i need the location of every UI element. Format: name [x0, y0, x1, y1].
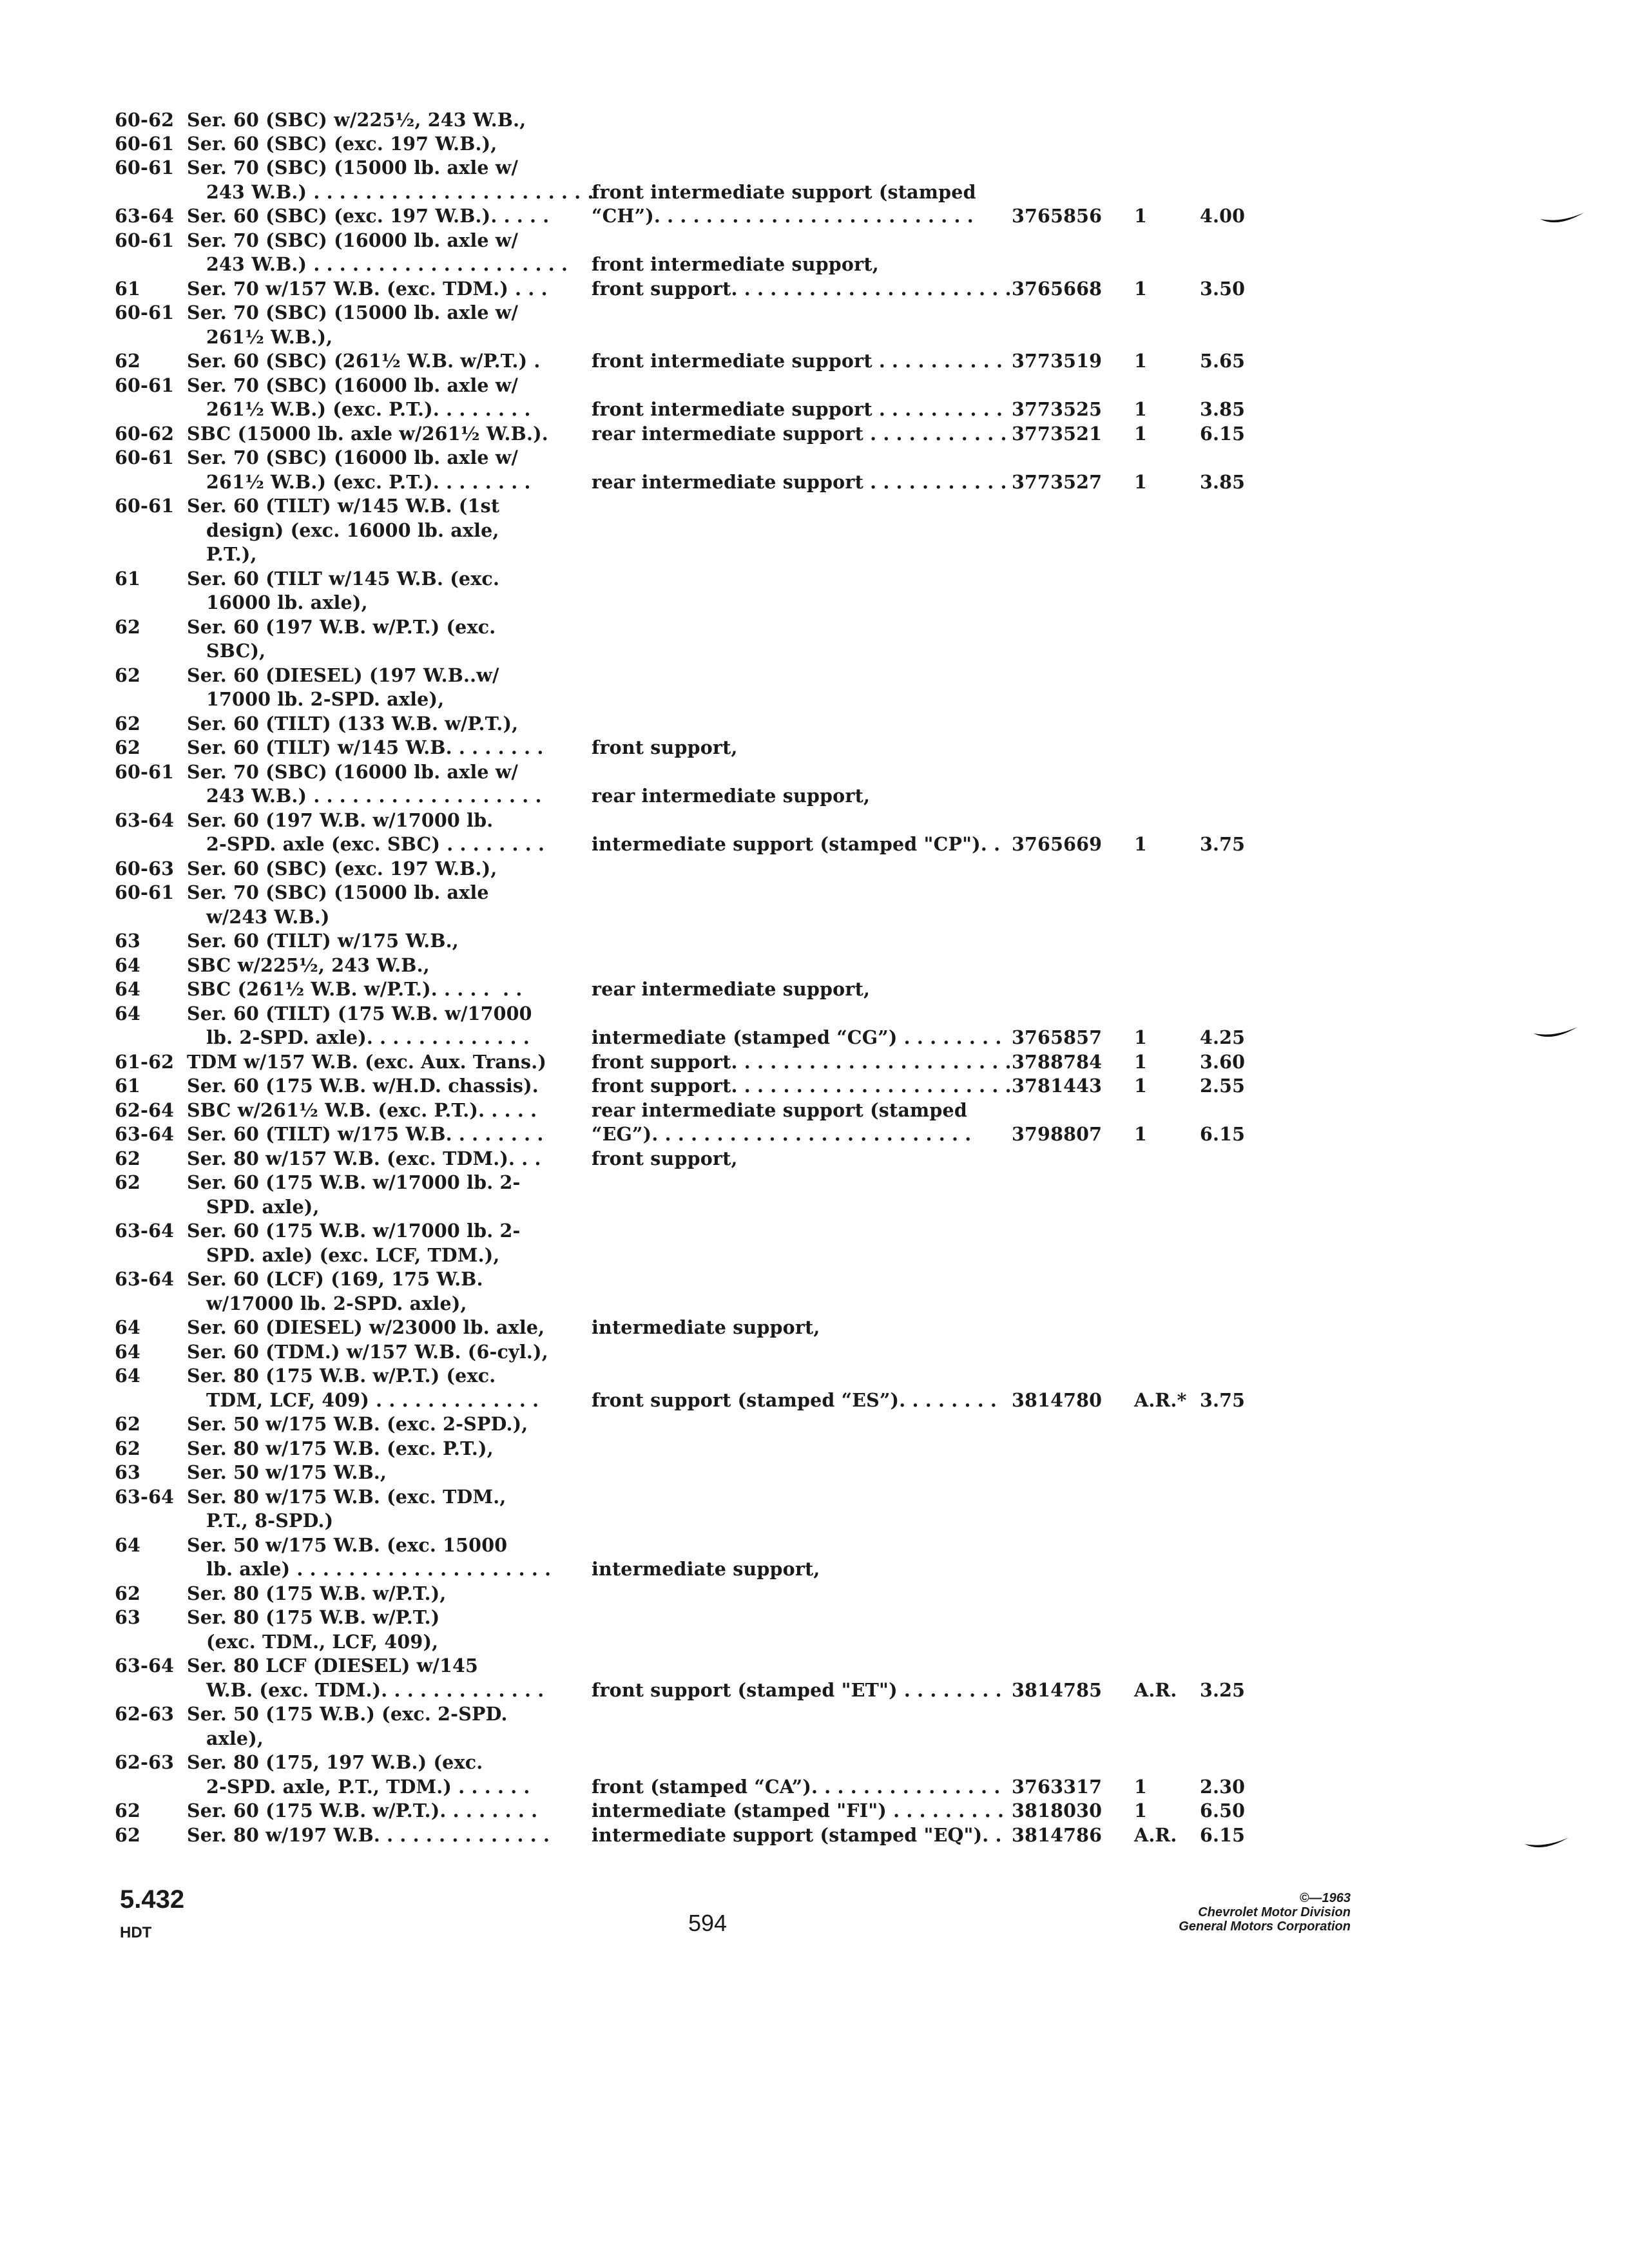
row-year: 62-64	[115, 1099, 175, 1121]
binding-mark-top	[1539, 211, 1585, 226]
section-code: HDT	[120, 1924, 152, 1941]
row-year: 60-62	[115, 109, 175, 131]
row-description: Ser. 60 (SBC) (261½ W.B. w/P.T.) .	[187, 350, 541, 372]
row-part-name: front support,	[592, 736, 738, 758]
row-quantity: 1	[1134, 833, 1148, 855]
row-description: Ser. 60 (TILT) w/145 W.B. (1st	[187, 495, 500, 517]
row-part-number: 3788784	[1012, 1051, 1103, 1073]
row-description: SBC w/261½ W.B. (exc. P.T.). . . . .	[187, 1099, 537, 1121]
row-description: Ser. 70 (SBC) (16000 lb. axle w/	[187, 229, 519, 251]
row-price: 6.15	[1200, 1123, 1246, 1145]
row-year: 61	[115, 1075, 141, 1097]
row-year: 62	[115, 1171, 141, 1193]
row-part-name: rear intermediate support . . . . . . . . . . .	[592, 423, 1007, 445]
row-part-name: rear intermediate support . . . . . . . . . . .	[592, 471, 1007, 493]
row-description: Ser. 60 (175 W.B. w/H.D. chassis).	[187, 1075, 539, 1097]
row-description: Ser. 60 (TILT w/145 W.B. (exc.	[187, 568, 500, 590]
row-description: 243 W.B.) . . . . . . . . . . . . . . . . . . . . . .	[206, 181, 594, 203]
row-part-number: 3798807	[1012, 1123, 1103, 1145]
row-year: 63-64	[115, 1123, 175, 1145]
row-description: Ser. 70 (SBC) (15000 lb. axle w/	[187, 157, 519, 178]
row-price: 3.75	[1200, 833, 1246, 855]
row-price: 5.65	[1200, 350, 1246, 372]
row-quantity: 1	[1134, 1075, 1148, 1097]
row-description: Ser. 50 (175 W.B.) (exc. 2-SPD.	[187, 1703, 508, 1725]
row-price: 3.85	[1200, 471, 1246, 493]
row-year: 64	[115, 1365, 141, 1387]
row-year: 63-64	[115, 205, 175, 227]
row-description: TDM w/157 W.B. (exc. Aux. Trans.)	[187, 1051, 547, 1073]
row-part-name: front support. . . . . . . . . . . . . . . . . . . . . .	[592, 278, 1012, 300]
row-part-number: 3814785	[1012, 1679, 1103, 1701]
row-description: Ser. 80 (175, 197 W.B.) (exc.	[187, 1751, 483, 1773]
row-description: Ser. 80 w/197 W.B. . . . . . . . . . . . . .	[187, 1824, 550, 1846]
row-description: Ser. 60 (SBC) w/225½, 243 W.B.,	[187, 109, 526, 131]
row-year: 63	[115, 1461, 141, 1483]
row-description: SPD. axle) (exc. LCF, TDM.),	[206, 1244, 500, 1266]
row-part-name: intermediate (stamped "FI") . . . . . . . . .	[592, 1800, 1005, 1821]
row-year: 61	[115, 568, 141, 590]
row-year: 62	[115, 736, 141, 758]
row-description: 261½ W.B.),	[206, 326, 333, 348]
row-part-name: rear intermediate support,	[592, 785, 871, 807]
row-description: 261½ W.B.) (exc. P.T.). . . . . . . .	[206, 398, 531, 420]
row-description: 2-SPD. axle, P.T., TDM.) . . . . . .	[206, 1776, 530, 1798]
row-description: Ser. 50 w/175 W.B.,	[187, 1461, 387, 1483]
binding-mark-middle	[1532, 1026, 1579, 1040]
row-year: 62-63	[115, 1703, 175, 1725]
row-year: 64	[115, 978, 141, 1000]
row-description: 243 W.B.) . . . . . . . . . . . . . . . . . .	[206, 785, 542, 807]
row-year: 63	[115, 930, 141, 952]
row-year: 64	[115, 1534, 141, 1556]
row-part-name: rear intermediate support,	[592, 978, 871, 1000]
row-year: 62	[115, 1148, 141, 1169]
row-year: 60-61	[115, 447, 175, 468]
row-part-name: front intermediate support . . . . . . . . . .	[592, 350, 1003, 372]
row-description: Ser. 50 w/175 W.B. (exc. 15000	[187, 1534, 508, 1556]
row-year: 62	[115, 1413, 141, 1435]
row-quantity: 1	[1134, 1123, 1148, 1145]
row-description: Ser. 60 (DIESEL) w/23000 lb. axle,	[187, 1316, 545, 1338]
row-description: Ser. 70 (SBC) (16000 lb. axle w/	[187, 447, 519, 468]
row-year: 60-61	[115, 229, 175, 251]
row-description: W.B. (exc. TDM.). . . . . . . . . . . . .	[206, 1679, 545, 1701]
row-quantity: 1	[1134, 1051, 1148, 1073]
row-description: Ser. 60 (DIESEL) (197 W.B..w/	[187, 664, 499, 686]
row-part-number: 3818030	[1012, 1800, 1103, 1821]
row-description: Ser. 70 (SBC) (16000 lb. axle w/	[187, 374, 519, 396]
row-year: 62	[115, 713, 141, 735]
row-description: Ser. 60 (175 W.B. w/P.T.). . . . . . . .	[187, 1800, 538, 1821]
row-year: 60-61	[115, 761, 175, 783]
row-year: 62	[115, 616, 141, 638]
row-part-number: 3781443	[1012, 1075, 1103, 1097]
row-year: 64	[115, 1316, 141, 1338]
row-description: Ser. 60 (TILT) w/175 W.B.,	[187, 930, 459, 952]
row-price: 6.15	[1200, 423, 1246, 445]
row-description: Ser. 60 (TILT) (133 W.B. w/P.T.),	[187, 713, 519, 735]
row-year: 62	[115, 350, 141, 372]
row-part-name: front support,	[592, 1148, 738, 1169]
row-year: 63-64	[115, 809, 175, 831]
row-description: Ser. 60 (TILT) (175 W.B. w/17000	[187, 1003, 532, 1024]
row-description: Ser. 70 (SBC) (15000 lb. axle	[187, 881, 489, 903]
row-year: 60-61	[115, 881, 175, 903]
row-description: 243 W.B.) . . . . . . . . . . . . . . . . . . . .	[206, 253, 568, 275]
row-description: Ser. 60 (175 W.B. w/17000 lb. 2-	[187, 1220, 521, 1242]
row-part-name: front intermediate support . . . . . . . . . .	[592, 398, 1003, 420]
row-part-number: 3773519	[1012, 350, 1103, 372]
row-year: 63-64	[115, 1220, 175, 1242]
row-year: 62	[115, 1582, 141, 1604]
row-description: Ser. 80 (175 W.B. w/P.T.)	[187, 1606, 440, 1628]
row-description: lb. axle) . . . . . . . . . . . . . . . . . . . .	[206, 1558, 552, 1580]
row-price: 6.15	[1200, 1824, 1246, 1846]
row-year: 61-62	[115, 1051, 175, 1073]
division-name: Chevrolet Motor Division	[1198, 1905, 1351, 1919]
row-description: 2-SPD. axle (exc. SBC) . . . . . . . .	[206, 833, 545, 855]
row-year: 63-64	[115, 1655, 175, 1677]
row-part-name: front support (stamped “ES”). . . . . . . .	[592, 1389, 998, 1411]
row-description: w/17000 lb. 2-SPD. axle),	[206, 1293, 467, 1314]
row-description: Ser. 80 (175 W.B. w/P.T.) (exc.	[187, 1365, 496, 1387]
row-part-number: 3763317	[1012, 1776, 1103, 1798]
row-price: 4.00	[1200, 205, 1246, 227]
row-quantity: A.R.	[1134, 1679, 1177, 1701]
row-year: 60-61	[115, 374, 175, 396]
row-description: lb. 2-SPD. axle). . . . . . . . . . . . .	[206, 1026, 530, 1048]
row-quantity: 1	[1134, 350, 1148, 372]
section-number: 5.432	[120, 1885, 185, 1914]
row-part-name: rear intermediate support (stamped	[592, 1099, 967, 1121]
row-description: Ser. 60 (197 W.B. w/17000 lb.	[187, 809, 494, 831]
row-description: Ser. 70 w/157 W.B. (exc. TDM.) . . .	[187, 278, 548, 300]
row-part-name: front (stamped “CA”). . . . . . . . . . . . . . .	[592, 1776, 1001, 1798]
row-part-name: intermediate (stamped “CG”) . . . . . . . .	[592, 1026, 1002, 1048]
row-year: 61	[115, 278, 141, 300]
row-part-number: 3814780	[1012, 1389, 1103, 1411]
row-part-number: 3765856	[1012, 205, 1103, 227]
row-description: w/243 W.B.)	[206, 906, 330, 928]
row-price: 6.50	[1200, 1800, 1246, 1821]
row-description: Ser. 60 (TILT) w/175 W.B. . . . . . . .	[187, 1123, 544, 1145]
row-price: 2.30	[1200, 1776, 1246, 1798]
row-description: Ser. 50 w/175 W.B. (exc. 2-SPD.),	[187, 1413, 528, 1435]
row-description: SBC (261½ W.B. w/P.T.). . . . . . .	[187, 978, 523, 1000]
row-quantity: 1	[1134, 1776, 1148, 1798]
row-year: 60-62	[115, 423, 175, 445]
row-description: Ser. 60 (TILT) w/145 W.B. . . . . . . .	[187, 736, 544, 758]
row-description: P.T., 8-SPD.)	[206, 1510, 334, 1532]
row-price: 3.60	[1200, 1051, 1246, 1073]
row-year: 63-64	[115, 1268, 175, 1290]
row-year: 64	[115, 1003, 141, 1024]
row-price: 3.85	[1200, 398, 1246, 420]
row-part-number: 3814786	[1012, 1824, 1103, 1846]
row-year: 62	[115, 1437, 141, 1459]
row-description: Ser. 80 LCF (DIESEL) w/145	[187, 1655, 479, 1677]
row-description: Ser. 80 w/157 W.B. (exc. TDM.). . .	[187, 1148, 541, 1169]
row-part-name: front intermediate support (stamped	[592, 181, 976, 203]
row-price: 3.50	[1200, 278, 1246, 300]
row-description: Ser. 60 (197 W.B. w/P.T.) (exc.	[187, 616, 496, 638]
corporation-name: General Motors Corporation	[1179, 1919, 1351, 1934]
row-year: 60-61	[115, 133, 175, 155]
row-part-number: 3773525	[1012, 398, 1103, 420]
row-part-name: “CH”). . . . . . . . . . . . . . . . . . . . . . . . .	[592, 205, 974, 227]
row-part-number: 3773521	[1012, 423, 1103, 445]
row-quantity: 1	[1134, 205, 1148, 227]
row-description: Ser. 60 (175 W.B. w/17000 lb. 2-	[187, 1171, 521, 1193]
row-description: Ser. 80 w/175 W.B. (exc. TDM.,	[187, 1486, 506, 1508]
row-year: 60-63	[115, 858, 175, 879]
row-year: 60-61	[115, 302, 175, 323]
row-price: 3.25	[1200, 1679, 1246, 1701]
row-description: SBC (15000 lb. axle w/261½ W.B.).	[187, 423, 548, 445]
row-part-number: 3773527	[1012, 471, 1103, 493]
row-quantity: 1	[1134, 1800, 1148, 1821]
copyright-block	[1179, 1891, 1351, 1934]
row-quantity: A.R.	[1134, 1824, 1177, 1846]
row-year: 62	[115, 1800, 141, 1821]
row-part-name: intermediate support,	[592, 1316, 820, 1338]
row-part-name: intermediate support (stamped "EQ"). .	[592, 1824, 1002, 1846]
row-description: (exc. TDM., LCF, 409),	[206, 1631, 439, 1653]
row-year: 60-61	[115, 495, 175, 517]
row-description: Ser. 60 (SBC) (exc. 197 W.B.). . . . .	[187, 205, 550, 227]
row-description: Ser. 60 (SBC) (exc. 197 W.B.),	[187, 133, 497, 155]
row-year: 62-63	[115, 1751, 175, 1773]
row-part-number: 3765668	[1012, 278, 1103, 300]
row-quantity: 1	[1134, 471, 1148, 493]
row-quantity: 1	[1134, 398, 1148, 420]
row-year: 62	[115, 664, 141, 686]
row-description: design) (exc. 16000 lb. axle,	[206, 519, 499, 541]
row-part-number: 3765669	[1012, 833, 1103, 855]
row-description: Ser. 70 (SBC) (15000 lb. axle w/	[187, 302, 519, 323]
row-part-name: front support. . . . . . . . . . . . . . . . . . . . . .	[592, 1051, 1012, 1073]
row-description: SBC w/225½, 243 W.B.,	[187, 954, 430, 976]
row-price: 2.55	[1200, 1075, 1246, 1097]
row-price: 4.25	[1200, 1026, 1246, 1048]
row-description: P.T.),	[206, 543, 257, 565]
row-description: Ser. 80 (175 W.B. w/P.T.),	[187, 1582, 447, 1604]
row-description: Ser. 60 (SBC) (exc. 197 W.B.),	[187, 858, 497, 879]
row-part-name: “EG”). . . . . . . . . . . . . . . . . . . . . . . . .	[592, 1123, 972, 1145]
row-description: 261½ W.B.) (exc. P.T.). . . . . . . .	[206, 471, 531, 493]
row-description: 16000 lb. axle),	[206, 591, 368, 613]
row-description: SBC),	[206, 640, 266, 662]
row-part-name: front intermediate support,	[592, 253, 879, 275]
row-quantity: 1	[1134, 1026, 1148, 1048]
row-description: Ser. 60 (LCF) (169, 175 W.B.	[187, 1268, 483, 1290]
row-description: SPD. axle),	[206, 1196, 320, 1218]
row-year: 62	[115, 1824, 141, 1846]
row-year: 63-64	[115, 1486, 175, 1508]
row-description: TDM, LCF, 409) . . . . . . . . . . . . .	[206, 1389, 539, 1411]
row-part-name: intermediate support,	[592, 1558, 820, 1580]
row-part-name: intermediate support (stamped "CP"). .	[592, 833, 1001, 855]
row-part-name: front support. . . . . . . . . . . . . . . . . . . . . .	[592, 1075, 1012, 1097]
row-year: 64	[115, 954, 141, 976]
row-quantity: A.R.*	[1134, 1389, 1187, 1411]
row-description: 17000 lb. 2-SPD. axle),	[206, 688, 445, 710]
copyright-year: ©—1963	[1299, 1891, 1351, 1905]
page-number: 594	[688, 1910, 728, 1936]
row-description: axle),	[206, 1727, 264, 1749]
row-part-number: 3765857	[1012, 1026, 1103, 1048]
row-year: 64	[115, 1341, 141, 1363]
row-description: Ser. 80 w/175 W.B. (exc. P.T.),	[187, 1437, 494, 1459]
row-year: 60-61	[115, 157, 175, 178]
row-year: 63	[115, 1606, 141, 1628]
binding-mark-bottom	[1523, 1836, 1570, 1850]
row-part-name: front support (stamped "ET") . . . . . . . .	[592, 1679, 1002, 1701]
row-description: Ser. 70 (SBC) (16000 lb. axle w/	[187, 761, 519, 783]
row-price: 3.75	[1200, 1389, 1246, 1411]
row-quantity: 1	[1134, 278, 1148, 300]
row-description: Ser. 60 (TDM.) w/157 W.B. (6-cyl.),	[187, 1341, 548, 1363]
row-quantity: 1	[1134, 423, 1148, 445]
